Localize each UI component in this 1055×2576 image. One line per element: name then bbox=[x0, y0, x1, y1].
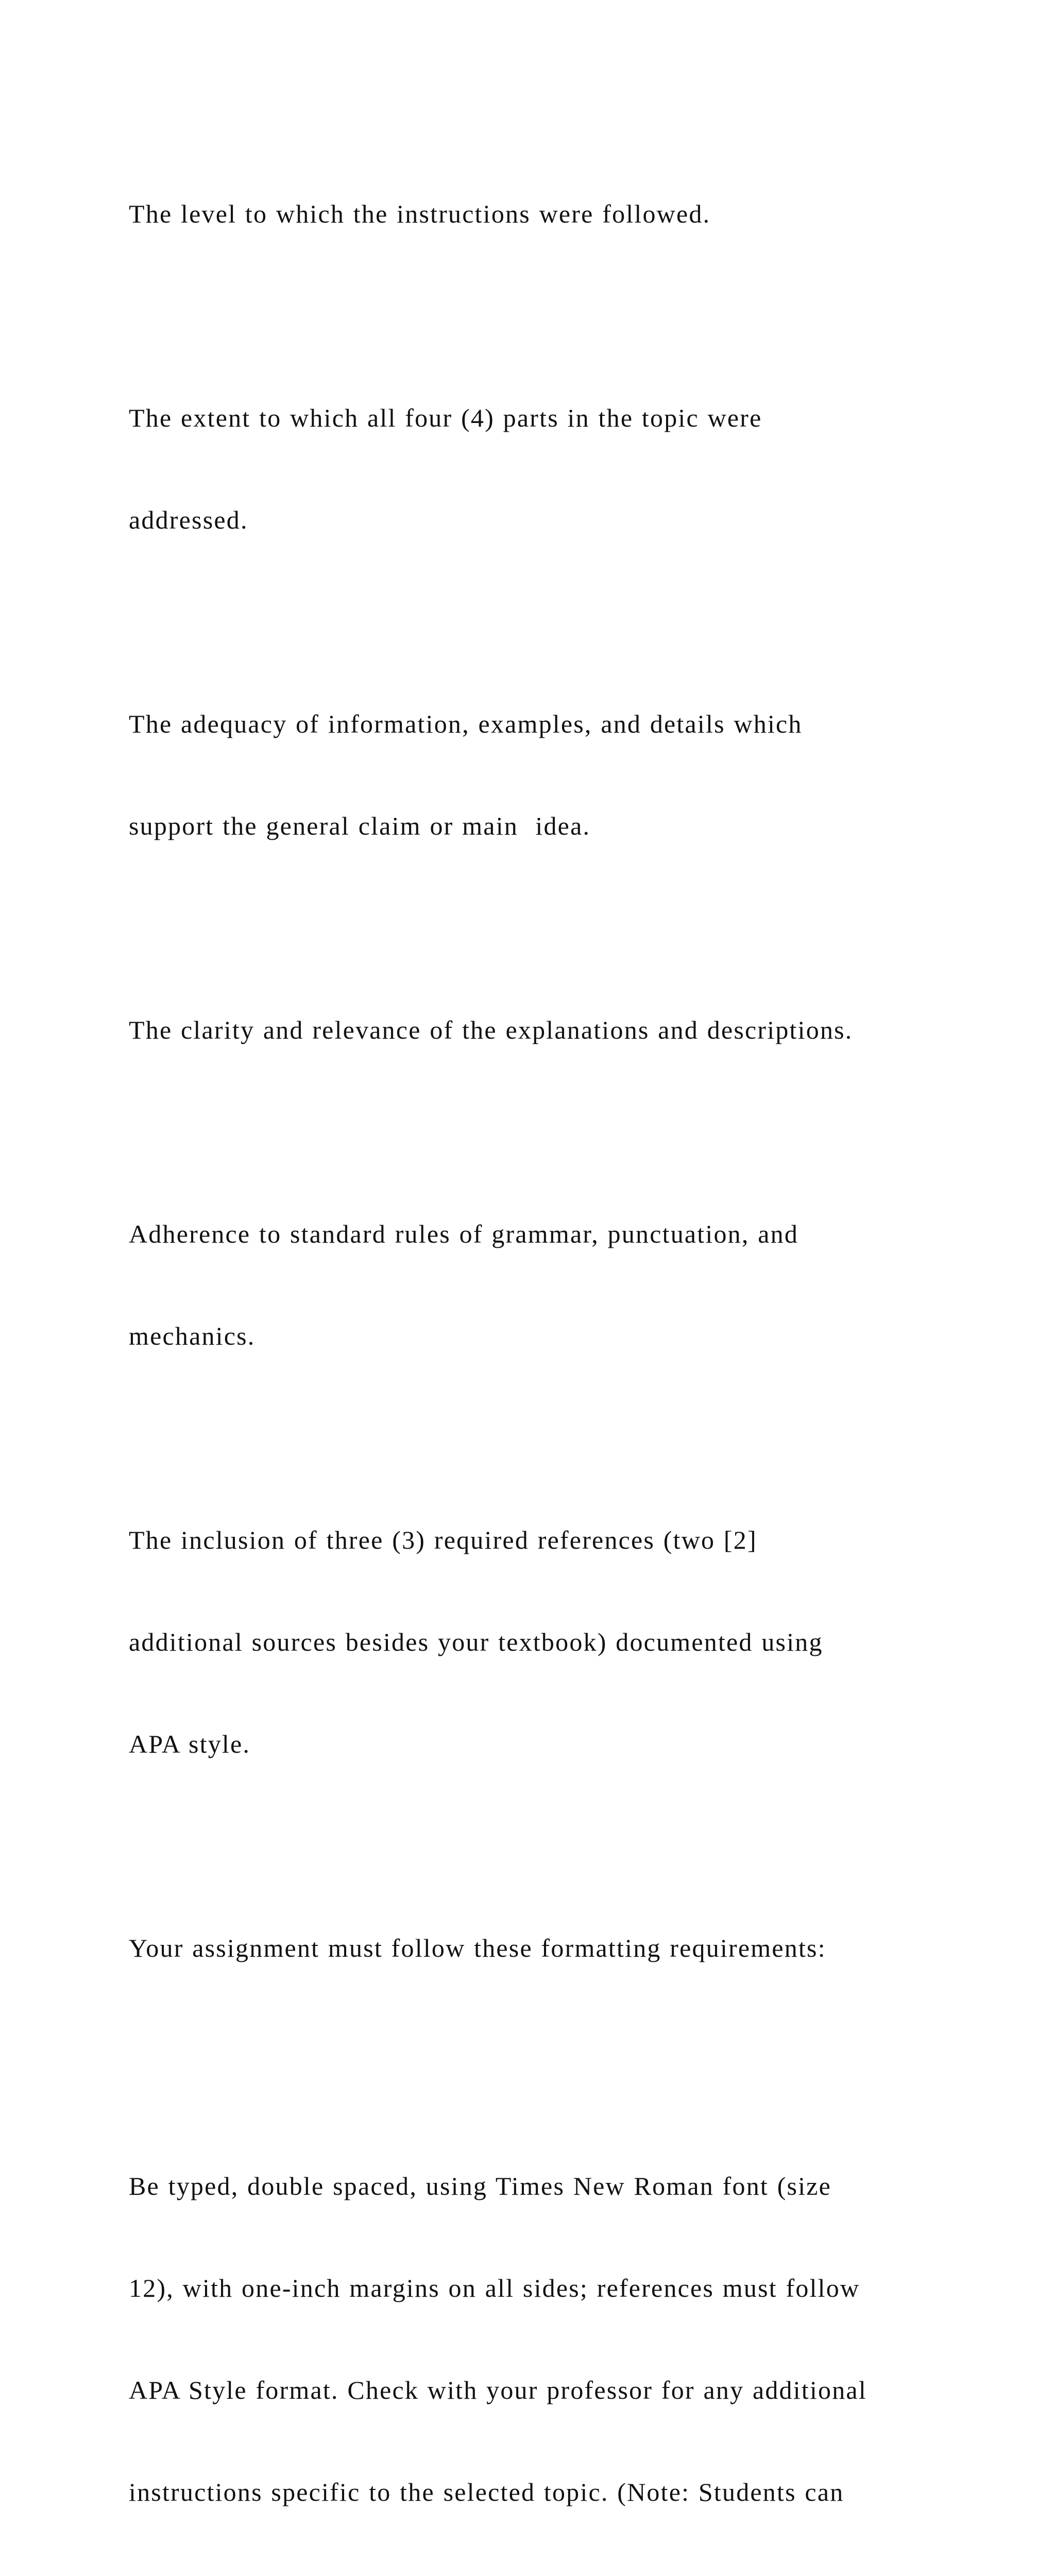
paragraph-four-parts bbox=[129, 333, 1005, 605]
text-line: The clarity and relevance of the explanations and descriptions. bbox=[129, 1015, 853, 1044]
text-line: Your assignment must follow these formatting requirements: bbox=[129, 1934, 826, 1962]
text-line: mechanics. bbox=[129, 1321, 256, 1350]
text-line: Adherence to standard rules of grammar, punctuation, and bbox=[129, 1219, 799, 1248]
text-line: support the general claim or main idea. bbox=[129, 811, 591, 840]
text-line: The extent to which all four (4) parts in the topic were bbox=[129, 403, 762, 432]
text-line: instructions specific to the selected topic. (Note: Students can bbox=[129, 2478, 844, 2506]
text-line: The adequacy of information, examples, and details which bbox=[129, 709, 803, 738]
paragraph-adequacy bbox=[129, 639, 1005, 911]
text-line: APA style. bbox=[129, 1730, 251, 1758]
text-line: The inclusion of three (3) required references (two [2] bbox=[129, 1526, 757, 1554]
paragraph-formatting-details bbox=[129, 2101, 1005, 2576]
text-line: APA Style format. Check with your professor for any additional bbox=[129, 2376, 867, 2404]
document-body bbox=[129, 129, 1005, 2576]
text-line: 12), with one-inch margins on all sides; references must follow bbox=[129, 2274, 860, 2302]
text-line: additional sources besides your textbook) documented using bbox=[129, 1628, 823, 1656]
paragraph-references bbox=[129, 1455, 1005, 1829]
paragraph-formatting-heading bbox=[129, 1863, 1005, 2033]
text-line: addressed. bbox=[129, 505, 248, 534]
text-line: Be typed, double spaced, using Times New Roman font (size bbox=[129, 2172, 832, 2200]
paragraph-clarity bbox=[129, 945, 1005, 1115]
paragraph-grammar bbox=[129, 1149, 1005, 1421]
text-line: The level to which the instructions were followed. bbox=[129, 199, 711, 228]
paragraph-instructions-followed bbox=[129, 129, 1005, 299]
